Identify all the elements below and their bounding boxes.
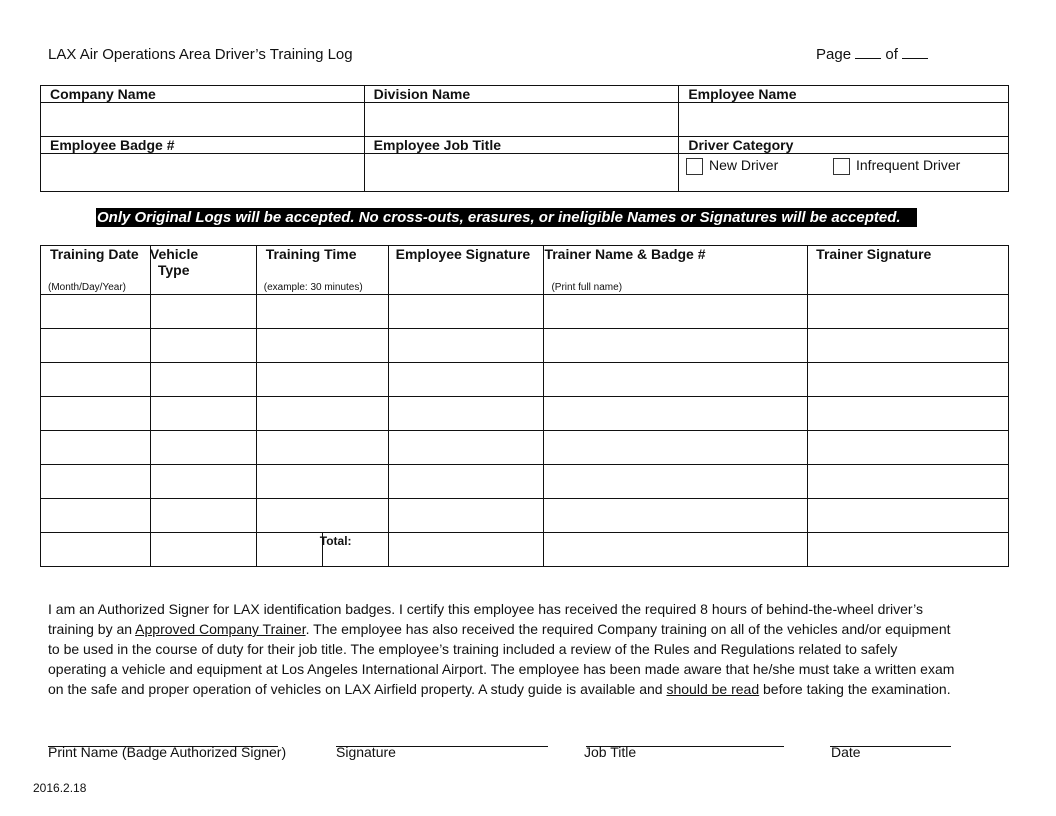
trainer-name-header: Trainer Name & Badge # bbox=[544, 246, 706, 262]
cell[interactable] bbox=[544, 295, 808, 329]
page-label: Page bbox=[816, 46, 852, 63]
job-title-label: Job Title bbox=[584, 744, 637, 760]
cell[interactable] bbox=[41, 499, 151, 533]
col-trainer-name bbox=[544, 246, 808, 295]
training-date-hint: (Month/Day/Year) bbox=[48, 282, 126, 293]
cell[interactable] bbox=[256, 397, 388, 431]
original-logs-notice: Only Original Logs will be accepted. No cross-outs, erasures, or ineligible Names or Signatures will be accepted. bbox=[96, 208, 917, 227]
cell[interactable] bbox=[388, 295, 544, 329]
cell[interactable] bbox=[544, 397, 808, 431]
cell[interactable] bbox=[41, 295, 151, 329]
training-time-hint: (example: 30 minutes) bbox=[263, 282, 363, 293]
cell[interactable] bbox=[150, 329, 256, 363]
date-label: Date bbox=[831, 744, 861, 760]
cert-text: before taking the examination. bbox=[759, 681, 951, 697]
print-name-label: Print Name (Badge Authorized Signer) bbox=[48, 744, 287, 760]
total-label: Total: bbox=[319, 534, 352, 548]
cell[interactable] bbox=[808, 499, 1009, 533]
division-name-label: Division Name bbox=[364, 86, 679, 103]
cell[interactable] bbox=[388, 363, 544, 397]
training-time-header: Training Time bbox=[265, 246, 357, 262]
cell[interactable] bbox=[544, 329, 808, 363]
cell[interactable] bbox=[808, 329, 1009, 363]
cert-line-5 bbox=[48, 679, 1008, 699]
approved-trainer-link: Approved Company Trainer bbox=[135, 621, 306, 637]
cert-text: . The employee has also received the required Company training on all of the vehicles and/or equipment bbox=[305, 621, 951, 637]
cell[interactable] bbox=[808, 465, 1009, 499]
cert-text: on the safe and proper operation of vehicles on LAX Airfield property. A study guide is available and bbox=[48, 681, 667, 697]
cell[interactable] bbox=[544, 363, 808, 397]
training-log-table bbox=[40, 245, 1009, 567]
training-date-header: Training Date bbox=[50, 246, 139, 262]
cert-line-4: operating a vehicle and equipment at Los Angeles International Airport. The employee has been made aware that he/she must take a written exam bbox=[48, 661, 955, 677]
employee-name-field[interactable] bbox=[679, 103, 1009, 137]
division-name-field[interactable] bbox=[364, 103, 679, 137]
cell[interactable] bbox=[388, 499, 544, 533]
total-value-cell[interactable] bbox=[388, 533, 544, 567]
log-row bbox=[41, 431, 1009, 465]
revision-date: 2016.2.18 bbox=[33, 781, 87, 795]
cell[interactable] bbox=[544, 465, 808, 499]
cell[interactable] bbox=[388, 397, 544, 431]
new-driver-option[interactable] bbox=[686, 157, 778, 175]
vehicle-header: Vehicle bbox=[149, 246, 199, 262]
infrequent-driver-option[interactable] bbox=[833, 157, 960, 175]
log-row bbox=[41, 363, 1009, 397]
company-name-label: Company Name bbox=[41, 86, 365, 103]
new-driver-label: New Driver bbox=[709, 157, 779, 173]
cell[interactable] bbox=[150, 295, 256, 329]
cell[interactable] bbox=[256, 329, 388, 363]
col-employee-signature bbox=[388, 246, 544, 295]
trainer-signature-header: Trainer Signature bbox=[816, 246, 932, 262]
cell[interactable] bbox=[150, 465, 256, 499]
new-driver-checkbox[interactable] bbox=[686, 158, 703, 175]
cell[interactable] bbox=[544, 499, 808, 533]
page-number-field[interactable] bbox=[855, 46, 881, 59]
cell[interactable] bbox=[256, 363, 388, 397]
cell[interactable] bbox=[41, 533, 151, 567]
cell[interactable] bbox=[150, 431, 256, 465]
cell[interactable] bbox=[150, 363, 256, 397]
cell[interactable] bbox=[41, 363, 151, 397]
cell[interactable] bbox=[808, 533, 1009, 567]
cell[interactable] bbox=[808, 295, 1009, 329]
col-vehicle-type bbox=[150, 246, 256, 295]
cell[interactable] bbox=[388, 431, 544, 465]
cert-line-2 bbox=[48, 619, 1008, 639]
cell[interactable] bbox=[544, 431, 808, 465]
cert-line-3: to be used in the course of duty for their job title. The employee’s training included a review of the Rules and Regulations related to safely bbox=[48, 641, 898, 657]
cell[interactable] bbox=[808, 431, 1009, 465]
col-training-time bbox=[256, 246, 388, 295]
log-row bbox=[41, 465, 1009, 499]
trainer-name-hint: (Print full name) bbox=[551, 282, 623, 293]
badge-label: Employee Badge # bbox=[41, 137, 365, 154]
cell[interactable] bbox=[388, 465, 544, 499]
cell[interactable] bbox=[41, 397, 151, 431]
job-title-label: Employee Job Title bbox=[364, 137, 679, 154]
cell[interactable] bbox=[544, 533, 808, 567]
cert-text: training by an bbox=[48, 621, 136, 637]
vehicle-type-header: Type bbox=[157, 262, 190, 278]
employee-name-label: Employee Name bbox=[679, 86, 1009, 103]
col-training-date bbox=[41, 246, 151, 295]
employee-info-table bbox=[40, 85, 1009, 192]
page-total-field[interactable] bbox=[902, 46, 928, 59]
cell[interactable] bbox=[388, 329, 544, 363]
of-label: of bbox=[885, 46, 898, 63]
driver-category-label: Driver Category bbox=[679, 137, 1009, 154]
employee-signature-header: Employee Signature bbox=[395, 246, 531, 262]
log-row bbox=[41, 499, 1009, 533]
form-title: LAX Air Operations Area Driver’s Training Log bbox=[48, 46, 353, 63]
cell[interactable] bbox=[150, 533, 256, 567]
certification-statement bbox=[48, 599, 1008, 699]
log-row bbox=[41, 295, 1009, 329]
col-trainer-signature bbox=[808, 246, 1009, 295]
page-number bbox=[816, 46, 928, 63]
job-title-field[interactable] bbox=[364, 154, 679, 192]
should-be-read-text: should be read bbox=[666, 681, 760, 697]
infrequent-driver-checkbox[interactable] bbox=[833, 158, 850, 175]
cell[interactable] bbox=[41, 465, 151, 499]
infrequent-driver-label: Infrequent Driver bbox=[856, 157, 961, 173]
total-cell bbox=[256, 533, 388, 567]
cell[interactable] bbox=[150, 397, 256, 431]
cell[interactable] bbox=[808, 397, 1009, 431]
cell[interactable] bbox=[808, 363, 1009, 397]
cell[interactable] bbox=[256, 465, 388, 499]
log-row bbox=[41, 329, 1009, 363]
cell[interactable] bbox=[256, 431, 388, 465]
company-name-field[interactable] bbox=[41, 103, 365, 137]
cert-line-1: I am an Authorized Signer for LAX identification badges. I certify this employee has received the required 8 hours of behind-the-wheel driver’s bbox=[48, 601, 923, 617]
cell[interactable] bbox=[256, 295, 388, 329]
cell[interactable] bbox=[150, 499, 256, 533]
cell[interactable] bbox=[41, 431, 151, 465]
badge-field[interactable] bbox=[41, 154, 365, 192]
log-total-row bbox=[41, 533, 1009, 567]
signature-label: Signature bbox=[336, 744, 396, 760]
cell[interactable] bbox=[256, 499, 388, 533]
log-row bbox=[41, 397, 1009, 431]
cell[interactable] bbox=[41, 329, 151, 363]
